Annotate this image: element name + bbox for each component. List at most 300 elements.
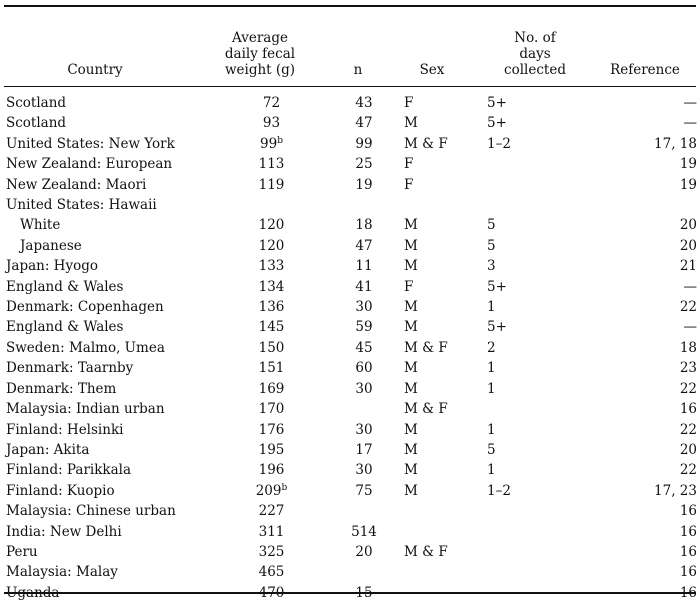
cell-n-text: 18 [355, 217, 373, 234]
cell-days-collected [487, 562, 601, 582]
cell-n [324, 358, 404, 378]
cell-reference-text: 20 [679, 441, 697, 458]
cell-sex [404, 215, 487, 235]
cell-fecal-weight-text: 134 [258, 278, 285, 295]
cell-sex [404, 134, 487, 154]
cell-days-collected-text: 2 [487, 339, 496, 356]
cell-days-collected [487, 542, 601, 562]
cell-reference-text: 17, 23 [654, 482, 697, 499]
cell-days-collected [487, 379, 601, 399]
cell-days-collected [487, 297, 601, 317]
cell-reference-text: — [683, 115, 697, 132]
cell-fecal-weight-text: 113 [258, 156, 285, 173]
cell-reference [601, 113, 697, 133]
cell-days-collected [487, 236, 601, 256]
cell-n [324, 420, 404, 440]
cell-n [324, 562, 404, 582]
cell-country-text: Japan: Akita [6, 441, 90, 458]
cell-reference-text: 16 [679, 523, 697, 540]
cell-country [6, 338, 219, 358]
cell-n-text: 19 [355, 176, 373, 193]
table-row [6, 154, 697, 174]
cell-reference [601, 460, 697, 480]
cell-reference [601, 420, 697, 440]
fecal-weight-table [6, 93, 697, 603]
cell-reference-text: 16 [679, 564, 697, 581]
table-row [6, 562, 697, 582]
cell-sex-text: M [404, 462, 418, 479]
cell-reference-text: 21 [679, 258, 697, 275]
header-sex [405, 62, 459, 78]
cell-days-collected [487, 154, 601, 174]
cell-reference [601, 358, 697, 378]
cell-reference [601, 379, 697, 399]
cell-fecal-weight [219, 501, 324, 521]
cell-n-text: 41 [355, 278, 373, 295]
cell-fecal-weight-text: 99 [260, 135, 278, 152]
cell-fecal-weight-text: 136 [258, 299, 285, 316]
cell-fecal-weight [219, 113, 324, 133]
cell-country-text: Malaysia: Chinese urban [6, 503, 176, 520]
cell-sex [404, 154, 487, 174]
cell-n [324, 297, 404, 317]
cell-reference [601, 195, 697, 215]
table-top-rule [4, 5, 696, 7]
cell-sex-text: M & F [404, 339, 448, 356]
cell-reference-text: 20 [679, 237, 697, 254]
cell-fecal-weight [219, 297, 324, 317]
cell-country-text: Peru [6, 543, 38, 560]
cell-n [324, 399, 404, 419]
cell-sex [404, 256, 487, 276]
cell-days-collected [487, 501, 601, 521]
cell-country-text: Finland: Kuopio [6, 482, 115, 499]
cell-fecal-weight-text: 120 [258, 237, 285, 254]
cell-days-collected-text: 5 [487, 217, 496, 234]
cell-fecal-weight-text: 151 [258, 360, 285, 377]
cell-sex [404, 236, 487, 256]
cell-reference-text: — [683, 278, 697, 295]
cell-sex-text: F [404, 95, 414, 111]
cell-reference [601, 297, 697, 317]
cell-n [324, 501, 404, 521]
cell-days-collected-text: 1 [487, 380, 496, 397]
cell-reference-text: 18 [679, 339, 697, 356]
cell-reference-text: 17, 18 [654, 135, 697, 152]
cell-reference-text: 22 [679, 299, 697, 316]
cell-country [6, 297, 219, 317]
cell-country [6, 562, 219, 582]
cell-days-collected [487, 481, 601, 501]
cell-n [324, 215, 404, 235]
cell-sex-text: M [404, 237, 418, 254]
table-row [6, 460, 697, 480]
cell-country [6, 277, 219, 297]
cell-n [324, 338, 404, 358]
cell-reference-text: 22 [679, 380, 697, 397]
cell-sex [404, 195, 487, 215]
table-row [6, 277, 697, 297]
cell-n [324, 277, 404, 297]
table-row [6, 501, 697, 521]
cell-sex [404, 175, 487, 195]
cell-fecal-weight-text: 311 [258, 523, 285, 540]
cell-sex [404, 522, 487, 542]
cell-reference [601, 440, 697, 460]
cell-n [324, 93, 404, 113]
table-row [6, 215, 697, 235]
table-row [6, 481, 697, 501]
cell-fecal-weight-text: 150 [258, 339, 285, 356]
cell-fecal-weight-text: 170 [258, 401, 285, 418]
cell-n [324, 134, 404, 154]
cell-n [324, 522, 404, 542]
table-row [6, 113, 697, 133]
header-rule [4, 86, 696, 87]
cell-country [6, 420, 219, 440]
cell-n-text: 25 [355, 156, 373, 173]
cell-n [324, 256, 404, 276]
cell-reference [601, 236, 697, 256]
cell-n [324, 542, 404, 562]
cell-days-collected-text: 1 [487, 299, 496, 316]
cell-days-collected [487, 93, 601, 113]
cell-country-text: Uganda [6, 584, 60, 601]
cell-reference-text: 20 [679, 217, 697, 234]
cell-reference [601, 481, 697, 501]
cell-days-collected-text: 1–2 [487, 482, 511, 499]
cell-n [324, 236, 404, 256]
cell-sex-text: M [404, 115, 418, 132]
cell-days-collected [487, 460, 601, 480]
cell-country [6, 154, 219, 174]
cell-n-text: 17 [355, 441, 373, 458]
cell-fecal-weight [219, 338, 324, 358]
cell-n [324, 440, 404, 460]
cell-country-text: Sweden: Malmo, Umea [6, 339, 165, 356]
cell-reference [601, 338, 697, 358]
cell-sex [404, 542, 487, 562]
cell-days-collected [487, 399, 601, 419]
cell-country-text: New Zealand: European [6, 156, 173, 173]
cell-sex [404, 338, 487, 358]
cell-sex-text: F [404, 176, 414, 193]
cell-sex-text: M [404, 360, 418, 377]
header-country [30, 62, 160, 78]
cell-reference [601, 93, 697, 113]
cell-fecal-weight [219, 440, 324, 460]
cell-country-text: Japan: Hyogo [6, 258, 98, 275]
table-row [6, 175, 697, 195]
cell-n-text: 47 [355, 115, 373, 132]
cell-sex [404, 481, 487, 501]
cell-reference [601, 501, 697, 521]
cell-country-text: Scotland [6, 95, 67, 111]
cell-reference [601, 215, 697, 235]
cell-sex-text: M [404, 380, 418, 397]
cell-days-collected-text: 1–2 [487, 135, 511, 152]
cell-fecal-weight [219, 215, 324, 235]
header-reference [600, 62, 690, 78]
cell-days-collected-text: 5 [487, 441, 496, 458]
cell-reference-text: 19 [679, 156, 697, 173]
cell-reference-text: 23 [679, 360, 697, 377]
cell-fecal-weight-text: 470 [258, 584, 285, 601]
cell-reference [601, 522, 697, 542]
header-fecal-weight [205, 30, 315, 78]
cell-n-text: 47 [355, 237, 373, 254]
cell-country [6, 113, 219, 133]
header-days-line-1: No. of [514, 30, 556, 46]
cell-country [6, 134, 219, 154]
cell-reference [601, 399, 697, 419]
cell-reference-text: 16 [679, 401, 697, 418]
cell-n [324, 460, 404, 480]
cell-country [6, 358, 219, 378]
cell-days-collected-text: 5+ [487, 95, 507, 111]
header-weight-line-1: Average [232, 30, 288, 46]
cell-n-text: 99 [355, 135, 373, 152]
cell-n [324, 481, 404, 501]
cell-reference [601, 175, 697, 195]
cell-fecal-weight-text: 227 [258, 503, 285, 520]
cell-sex-text: F [404, 278, 414, 295]
cell-sex-text: M [404, 299, 418, 316]
cell-n-text: 45 [355, 339, 373, 356]
cell-days-collected-text: 5+ [487, 115, 507, 132]
cell-reference [601, 562, 697, 582]
table-row [6, 236, 697, 256]
footnote-marker: b [281, 482, 288, 493]
cell-fecal-weight-text: 145 [258, 319, 285, 336]
cell-country-text: Denmark: Them [6, 380, 117, 397]
cell-reference [601, 277, 697, 297]
cell-country [6, 175, 219, 195]
cell-reference-text: 16 [679, 503, 697, 520]
cell-n-text: 15 [355, 584, 373, 601]
cell-n [324, 154, 404, 174]
cell-reference [601, 154, 697, 174]
header-country-line: Country [67, 62, 123, 78]
table-row [6, 317, 697, 337]
cell-fecal-weight-text: 196 [258, 462, 285, 479]
cell-country [6, 399, 219, 419]
table-row [6, 399, 697, 419]
table-row [6, 522, 697, 542]
cell-country [6, 195, 219, 215]
cell-country [6, 542, 219, 562]
cell-days-collected-text: 1 [487, 360, 496, 377]
table-body [6, 93, 697, 603]
cell-fecal-weight [219, 175, 324, 195]
cell-n [324, 195, 404, 215]
cell-sex [404, 501, 487, 521]
header-sex-line: Sex [419, 62, 445, 78]
cell-fecal-weight-text: 169 [258, 380, 285, 397]
table-row [6, 195, 697, 215]
cell-fecal-weight [219, 399, 324, 419]
cell-fecal-weight-text: 133 [258, 258, 285, 275]
cell-reference [601, 256, 697, 276]
cell-days-collected [487, 420, 601, 440]
cell-n [324, 317, 404, 337]
header-n [336, 62, 380, 78]
cell-sex-text: F [404, 156, 414, 173]
cell-days-collected [487, 113, 601, 133]
header-days-line-2: days [519, 46, 551, 62]
table-row [6, 297, 697, 317]
footnote-marker: b [277, 135, 283, 146]
cell-country [6, 93, 219, 113]
cell-fecal-weight-text: 120 [258, 217, 285, 234]
cell-fecal-weight [219, 256, 324, 276]
table-row [6, 420, 697, 440]
cell-fecal-weight [219, 277, 324, 297]
cell-sex [404, 420, 487, 440]
cell-fecal-weight [219, 420, 324, 440]
cell-days-collected [487, 522, 601, 542]
cell-sex [404, 297, 487, 317]
cell-fecal-weight-text: 325 [258, 543, 285, 560]
cell-n-text: 30 [355, 380, 373, 397]
cell-country [6, 379, 219, 399]
header-days-collected [480, 30, 590, 78]
table-row [6, 358, 697, 378]
cell-n-text: 75 [355, 482, 373, 499]
cell-days-collected [487, 256, 601, 276]
cell-fecal-weight [219, 358, 324, 378]
cell-reference-text: 22 [679, 462, 697, 479]
cell-days-collected [487, 277, 601, 297]
cell-reference-text: 16 [679, 584, 697, 601]
cell-sex [404, 113, 487, 133]
cell-days-collected [487, 175, 601, 195]
cell-fecal-weight-text: 93 [262, 115, 281, 132]
cell-n-text: 59 [355, 319, 373, 336]
cell-country [6, 317, 219, 337]
cell-n-text: 11 [355, 258, 373, 275]
cell-days-collected-text: 5+ [487, 278, 507, 295]
table-bottom-rule [4, 592, 696, 594]
table-row [6, 338, 697, 358]
cell-fecal-weight [219, 542, 324, 562]
cell-reference-text: — [683, 319, 697, 336]
cell-sex-text: M [404, 258, 418, 275]
cell-fecal-weight [219, 195, 324, 215]
table-row [6, 379, 697, 399]
cell-n [324, 379, 404, 399]
cell-country [6, 236, 219, 256]
cell-days-collected [487, 134, 601, 154]
cell-country-text: Japanese [20, 237, 82, 254]
table-row [6, 134, 697, 154]
cell-days-collected-text: 3 [487, 258, 496, 275]
cell-fecal-weight [219, 317, 324, 337]
cell-fecal-weight-text: 465 [258, 564, 285, 581]
cell-sex-text: M & F [404, 135, 448, 152]
cell-country-text: Finland: Helsinki [6, 421, 124, 438]
cell-reference [601, 317, 697, 337]
cell-sex [404, 379, 487, 399]
cell-country [6, 215, 219, 235]
cell-fecal-weight-text: 195 [258, 441, 285, 458]
cell-country-text: Malaysia: Indian urban [6, 401, 165, 418]
cell-sex-text: M [404, 319, 418, 336]
header-reference-line: Reference [610, 62, 680, 78]
cell-n-text: 30 [355, 299, 373, 316]
cell-sex [404, 93, 487, 113]
cell-fecal-weight-text: 209 [255, 482, 282, 499]
cell-fecal-weight-text: 72 [262, 95, 281, 111]
header-n-line: n [353, 62, 363, 78]
cell-days-collected-text: 5 [487, 237, 496, 254]
cell-days-collected [487, 358, 601, 378]
cell-sex [404, 440, 487, 460]
cell-country [6, 522, 219, 542]
cell-country-text: Scotland [6, 115, 67, 132]
cell-reference [601, 134, 697, 154]
cell-n-text: 514 [351, 523, 377, 540]
cell-reference-text: 22 [679, 421, 697, 438]
table-row [6, 93, 697, 113]
cell-country-text: Denmark: Copenhagen [6, 299, 164, 316]
cell-days-collected-text: 1 [487, 421, 496, 438]
cell-n [324, 175, 404, 195]
cell-n-text: 20 [355, 543, 373, 560]
cell-n-text: 30 [355, 462, 373, 479]
table-row [6, 542, 697, 562]
cell-sex-text: M [404, 217, 418, 234]
cell-reference-text: 16 [679, 543, 697, 560]
cell-country-text: England & Wales [6, 319, 124, 336]
cell-days-collected [487, 195, 601, 215]
cell-fecal-weight-text: 176 [258, 421, 285, 438]
cell-country-text: India: New Delhi [6, 523, 122, 540]
cell-days-collected [487, 215, 601, 235]
cell-sex [404, 277, 487, 297]
cell-fecal-weight [219, 481, 324, 501]
header-weight-line-2: daily fecal [224, 46, 296, 62]
cell-sex [404, 399, 487, 419]
cell-country [6, 460, 219, 480]
cell-country-text: United States: New York [6, 135, 175, 152]
cell-sex-text: M [404, 421, 418, 438]
cell-country-text: New Zealand: Maori [6, 176, 147, 193]
cell-sex-text: M & F [404, 401, 448, 418]
cell-sex [404, 358, 487, 378]
cell-days-collected [487, 317, 601, 337]
cell-country-text: England & Wales [6, 278, 124, 295]
cell-country-text: Malaysia: Malay [6, 564, 118, 581]
cell-country-text: Finland: Parikkala [6, 462, 131, 479]
cell-days-collected-text: 1 [487, 462, 496, 479]
cell-fecal-weight [219, 379, 324, 399]
cell-country [6, 440, 219, 460]
cell-days-collected-text: 5+ [487, 319, 507, 336]
cell-sex [404, 460, 487, 480]
cell-days-collected [487, 338, 601, 358]
table-row [6, 440, 697, 460]
header-weight-line-3: weight (g) [224, 62, 296, 78]
cell-fecal-weight [219, 522, 324, 542]
cell-country [6, 481, 219, 501]
cell-sex [404, 317, 487, 337]
cell-fecal-weight [219, 236, 324, 256]
table-row [6, 256, 697, 276]
cell-fecal-weight [219, 562, 324, 582]
cell-fecal-weight [219, 460, 324, 480]
cell-country [6, 256, 219, 276]
